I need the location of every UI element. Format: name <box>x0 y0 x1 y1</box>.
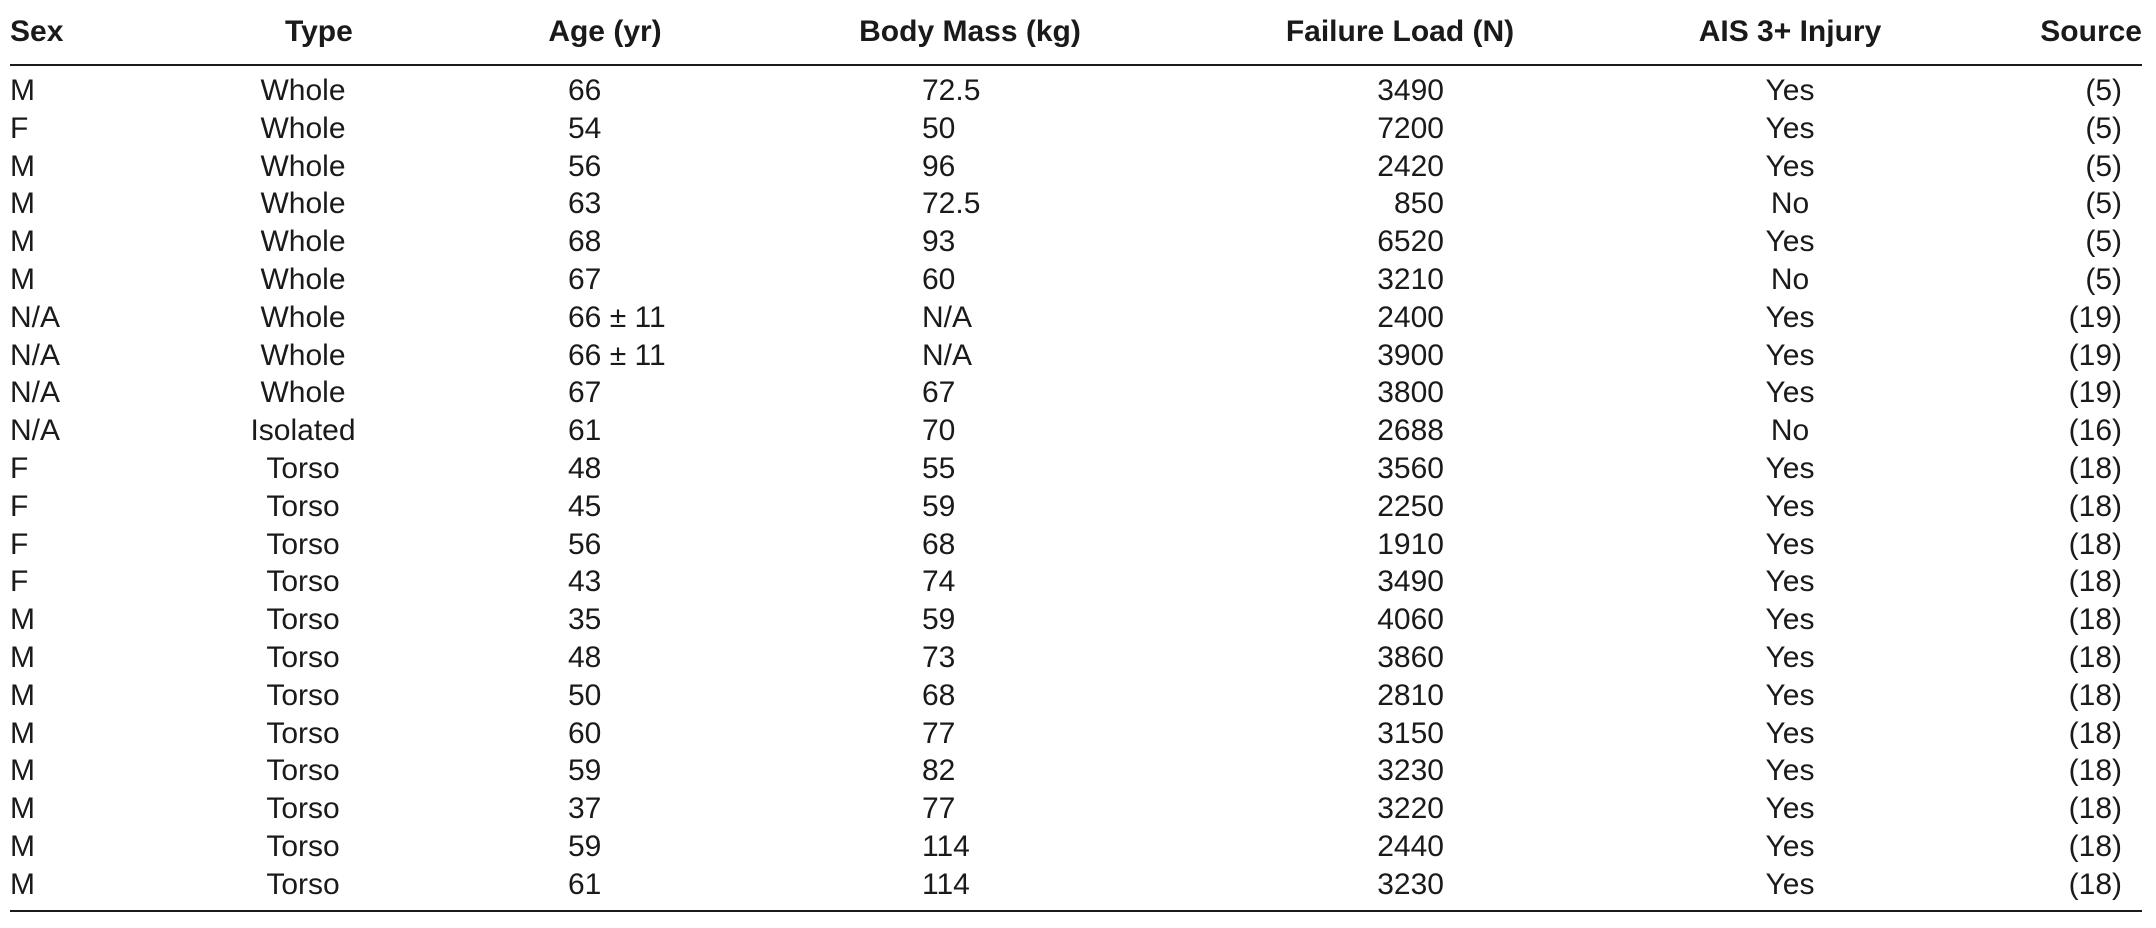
cell-sex: N/A <box>10 300 61 334</box>
cell-failure-load: 2400 <box>1377 300 1444 334</box>
data-table <box>10 0 2142 912</box>
cell-failure-load: 3220 <box>1377 792 1444 826</box>
cell-age: 63 <box>568 187 602 221</box>
cell-type: Torso <box>200 866 440 911</box>
cell-source: (16) <box>2068 414 2122 448</box>
cell-age: 66 <box>568 74 602 107</box>
cell-source: (5) <box>2085 111 2122 145</box>
cell-age: 59 <box>568 754 602 788</box>
cell-body-mass: 77 <box>922 792 956 826</box>
cell-ais-injury: Yes <box>1765 111 1815 145</box>
cell-source: (19) <box>2068 300 2122 334</box>
table-row <box>10 412 2142 450</box>
cell-type: Torso <box>266 754 340 788</box>
cell-sex: M <box>10 74 35 107</box>
cell-body-mass: 72.5 <box>922 74 981 107</box>
cell-age: 56 <box>568 527 602 561</box>
cell-body-mass: 96 <box>922 149 956 183</box>
cell-body-mass: 74 <box>922 565 956 599</box>
table-row <box>10 715 2142 753</box>
cell-sex: M <box>10 149 35 183</box>
cell-ais-injury: No <box>1770 262 1810 296</box>
header-failure-load: Failure Load (N) <box>1170 0 1630 65</box>
cell-sex: F <box>10 451 29 485</box>
cell-body-mass: 55 <box>922 451 956 485</box>
cell-failure-load: 2810 <box>1377 678 1444 712</box>
cell-failure-load: 6520 <box>1377 225 1444 259</box>
cell-source: (18) <box>2068 829 2122 863</box>
cell-age: 37 <box>568 792 602 826</box>
cell-ais-injury: Yes <box>1765 716 1815 750</box>
cell-age: 45 <box>568 489 602 523</box>
cell-age: 67 <box>568 262 602 296</box>
table-row <box>10 601 2142 639</box>
table-row <box>10 450 2142 488</box>
table-row <box>10 790 2142 828</box>
table-row <box>10 299 2142 337</box>
cell-sex: M <box>10 792 35 826</box>
cell-type: Whole <box>260 376 346 410</box>
cell-age: 68 <box>568 225 602 259</box>
cell-body-mass: N/A <box>922 338 973 372</box>
cell-failure-load: 3490 <box>1377 565 1444 599</box>
cell-source: (18) <box>2068 603 2122 637</box>
cell-ais-injury: Yes <box>1765 300 1815 334</box>
cell-ais-injury: No <box>1770 187 1810 221</box>
cell-age: 50 <box>568 678 602 712</box>
cell-body-mass: 67 <box>922 376 956 410</box>
cell-type: Torso <box>266 489 340 523</box>
cell-type: Torso <box>266 716 340 750</box>
cell-sex: N/A <box>10 414 61 448</box>
cell-type: Whole <box>260 262 346 296</box>
cell-type: Torso <box>266 640 340 674</box>
cell-failure-load: 3210 <box>1377 262 1444 296</box>
cell-age: 61 <box>568 414 602 448</box>
table-row <box>10 337 2142 375</box>
header-sex: Sex <box>10 0 200 65</box>
cell-ais-injury: Yes <box>1765 451 1815 485</box>
table-row <box>10 223 2142 261</box>
cell-failure-load: 850 <box>1393 187 1444 221</box>
cell-body-mass: 59 <box>922 603 956 637</box>
cell-ais-injury: Yes <box>1765 678 1815 712</box>
cell-type: Torso <box>266 527 340 561</box>
cell-sex: M <box>10 640 35 674</box>
cell-source: (18) <box>2068 640 2122 674</box>
cell-age: 48 <box>568 640 602 674</box>
header-row <box>10 0 2142 65</box>
table-row <box>10 110 2142 148</box>
cell-sex: M <box>10 603 35 637</box>
table-row <box>10 526 2142 564</box>
cell-source: (18) <box>2068 527 2122 561</box>
header-ais-injury: AIS 3+ Injury <box>1630 0 1950 65</box>
header-type: Type <box>200 0 440 65</box>
cell-type: Whole <box>260 338 346 372</box>
cell-body-mass: 114 <box>770 866 1170 911</box>
header-body-mass: Body Mass (kg) <box>770 0 1170 65</box>
cell-sex: M <box>10 262 35 296</box>
cell-sex: M <box>10 829 35 863</box>
cell-source: (5) <box>2085 74 2122 107</box>
cell-body-mass: 60 <box>922 262 956 296</box>
cell-age: 43 <box>568 565 602 599</box>
cell-sex: M <box>10 754 35 788</box>
cell-failure-load: 3800 <box>1377 376 1444 410</box>
cell-sex: F <box>10 111 29 145</box>
cell-ais-injury: Yes <box>1765 527 1815 561</box>
table-row <box>10 563 2142 601</box>
table-row <box>10 185 2142 223</box>
cell-body-mass: 77 <box>922 716 956 750</box>
cell-type: Whole <box>260 225 346 259</box>
cell-sex: M <box>10 187 35 221</box>
cell-failure-load: 3230 <box>1170 866 1630 911</box>
cell-type: Whole <box>260 300 346 334</box>
cell-ais-injury: Yes <box>1765 640 1815 674</box>
cell-ais-injury: Yes <box>1765 376 1815 410</box>
cell-ais-injury: Yes <box>1765 225 1815 259</box>
cell-sex: F <box>10 527 29 561</box>
cell-ais-injury: Yes <box>1765 829 1815 863</box>
cell-sex: F <box>10 489 29 523</box>
cell-ais-injury: Yes <box>1765 489 1815 523</box>
cell-source: (18) <box>2068 716 2122 750</box>
cell-type: Torso <box>266 792 340 826</box>
cell-ais-injury: No <box>1770 414 1810 448</box>
cell-ais-injury: Yes <box>1765 565 1815 599</box>
header-source: Source <box>1950 0 2142 65</box>
cell-sex: M <box>10 866 200 911</box>
cell-body-mass: 73 <box>922 640 956 674</box>
cell-age: 35 <box>568 603 602 637</box>
cell-age: 59 <box>568 829 602 863</box>
cell-type: Whole <box>260 149 346 183</box>
cell-sex: M <box>10 678 35 712</box>
cell-source: (5) <box>2085 187 2122 221</box>
cell-source: (18) <box>2068 565 2122 599</box>
cell-type: Torso <box>266 603 340 637</box>
cell-source: (5) <box>2085 149 2122 183</box>
cell-type: Torso <box>266 678 340 712</box>
cell-source: (18) <box>2068 489 2122 523</box>
cell-source: (5) <box>2085 225 2122 259</box>
cell-failure-load: 7200 <box>1377 111 1444 145</box>
cell-type: Torso <box>266 565 340 599</box>
cell-source: (18) <box>2068 678 2122 712</box>
header-age: Age (yr) <box>440 0 770 65</box>
cell-failure-load: 3150 <box>1377 716 1444 750</box>
data-table-container <box>10 0 2142 912</box>
cell-age: 67 <box>568 376 602 410</box>
table-row <box>10 488 2142 526</box>
cell-body-mass: 70 <box>922 414 956 448</box>
cell-failure-load: 3490 <box>1377 74 1444 107</box>
cell-source: (5) <box>2085 262 2122 296</box>
table-row <box>10 374 2142 412</box>
cell-sex: F <box>10 565 29 599</box>
cell-failure-load: 4060 <box>1377 603 1444 637</box>
cell-age: 54 <box>568 111 602 145</box>
cell-source: (19) <box>2068 376 2122 410</box>
cell-ais-injury: Yes <box>1765 603 1815 637</box>
cell-source: (18) <box>1950 866 2142 911</box>
cell-ais-injury: Yes <box>1765 338 1815 372</box>
cell-age: 66 ± 11 <box>568 300 666 334</box>
table-row <box>10 639 2142 677</box>
cell-ais-injury: Yes <box>1630 866 1950 911</box>
cell-body-mass: 82 <box>922 754 956 788</box>
cell-body-mass: 114 <box>922 829 970 863</box>
table-row <box>10 148 2142 186</box>
cell-ais-injury: Yes <box>1765 792 1815 826</box>
cell-source: (18) <box>2068 451 2122 485</box>
cell-failure-load: 2688 <box>1377 414 1444 448</box>
table-body <box>10 65 2142 911</box>
cell-failure-load: 2420 <box>1377 149 1444 183</box>
cell-type: Isolated <box>250 414 356 448</box>
cell-type: Whole <box>260 74 346 107</box>
cell-failure-load: 3230 <box>1377 754 1444 788</box>
cell-sex: M <box>10 225 35 259</box>
cell-ais-injury: Yes <box>1765 74 1815 107</box>
cell-type: Torso <box>266 829 340 863</box>
cell-body-mass: N/A <box>922 300 973 334</box>
cell-failure-load: 2250 <box>1377 489 1444 523</box>
cell-ais-injury: Yes <box>1765 754 1815 788</box>
cell-type: Whole <box>260 187 346 221</box>
table-row <box>10 828 2142 866</box>
cell-failure-load: 3860 <box>1377 640 1444 674</box>
cell-ais-injury: Yes <box>1765 149 1815 183</box>
table-row <box>10 677 2142 715</box>
cell-source: (18) <box>2068 754 2122 788</box>
cell-age: 66 ± 11 <box>568 338 666 372</box>
cell-failure-load: 2440 <box>1377 829 1444 863</box>
cell-failure-load: 1910 <box>1377 527 1444 561</box>
cell-body-mass: 93 <box>922 225 956 259</box>
table-row <box>10 752 2142 790</box>
table-row <box>10 261 2142 299</box>
table-row <box>10 866 2142 911</box>
cell-source: (19) <box>2068 338 2122 372</box>
cell-sex: M <box>10 716 35 750</box>
cell-type: Whole <box>260 111 346 145</box>
cell-failure-load: 3560 <box>1377 451 1444 485</box>
cell-age: 48 <box>568 451 602 485</box>
cell-body-mass: 68 <box>922 678 956 712</box>
cell-age: 56 <box>568 149 602 183</box>
cell-age: 60 <box>568 716 602 750</box>
cell-body-mass: 50 <box>922 111 956 145</box>
cell-sex: N/A <box>10 376 61 410</box>
cell-sex: N/A <box>10 338 61 372</box>
cell-body-mass: 59 <box>922 489 956 523</box>
cell-type: Torso <box>266 451 340 485</box>
cell-source: (18) <box>2068 792 2122 826</box>
table-row <box>10 65 2142 110</box>
cell-age: 61 <box>440 866 770 911</box>
cell-failure-load: 3900 <box>1377 338 1444 372</box>
cell-body-mass: 72.5 <box>922 187 981 221</box>
cell-body-mass: 68 <box>922 527 956 561</box>
table-header <box>10 0 2142 65</box>
